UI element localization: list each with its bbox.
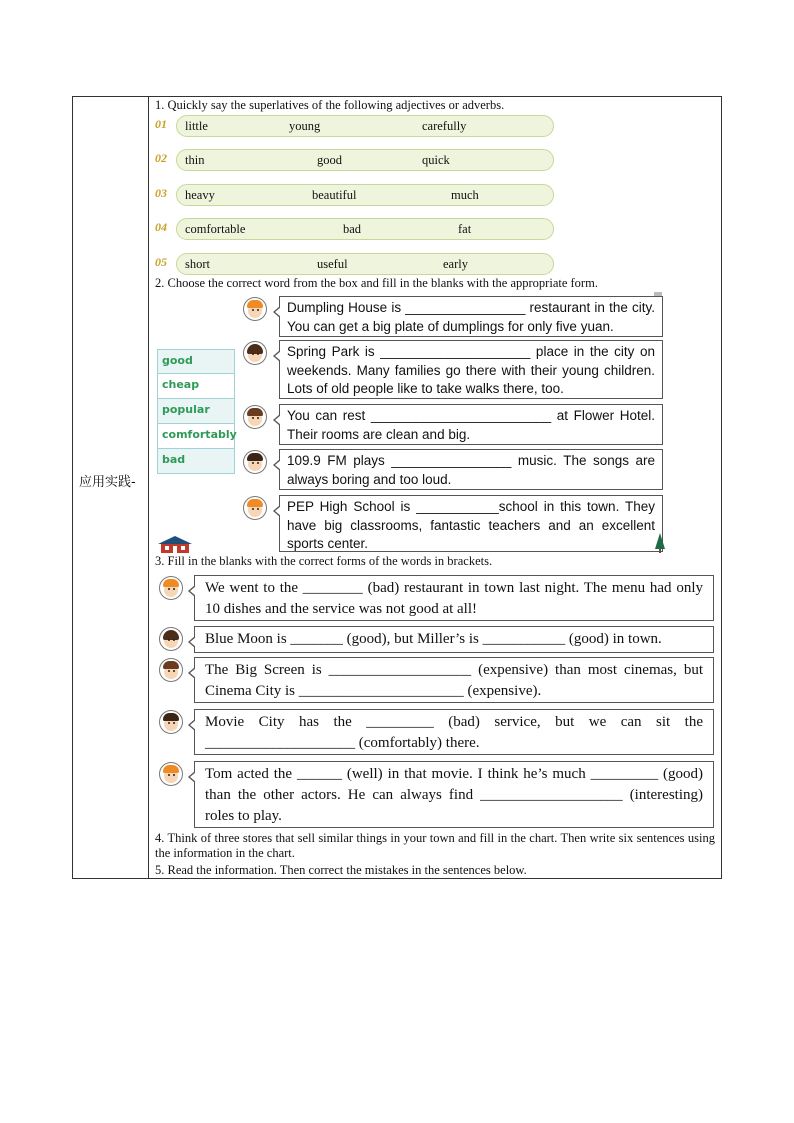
boy-avatar-icon bbox=[243, 496, 267, 520]
tree-icon bbox=[655, 533, 665, 553]
row-number: 02 bbox=[155, 151, 167, 165]
word: early bbox=[443, 257, 468, 271]
boy-avatar-icon bbox=[159, 762, 183, 786]
instruction-5: 5. Read the information. Then correct the mistakes in the sentences below. bbox=[155, 863, 527, 877]
word-pill bbox=[176, 253, 554, 275]
word-pill bbox=[176, 218, 554, 240]
boy-avatar-icon bbox=[243, 450, 267, 474]
girl-avatar-icon bbox=[243, 341, 267, 365]
speech-bubble-2: Spring Park is ____________________ place in the city on weekends. Many families go there with their young children. Lots of old people like to take walks there, too. bbox=[279, 340, 663, 399]
word: young bbox=[289, 119, 321, 133]
exercise-bubble-4: Movie City has the _________ (bad) service, but we can sit the ____________________ (comfortably) there. bbox=[194, 709, 714, 755]
word: carefully bbox=[422, 119, 467, 133]
row-number: 01 bbox=[155, 117, 167, 131]
word-pill bbox=[176, 115, 554, 137]
word-box-item: cheap bbox=[157, 374, 235, 399]
word-pill bbox=[176, 149, 554, 171]
instruction-3: 3. Fill in the blanks with the correct forms of the words in brackets. bbox=[155, 554, 493, 568]
instruction-4: 4. Think of three stores that sell similar things in your town and fill in the chart. Then write six sentences using the information in the chart. bbox=[155, 831, 715, 860]
word: little bbox=[185, 119, 208, 133]
speech-bubble-4: 109.9 FM plays ________________ music. The songs are always boring and too loud. bbox=[279, 449, 663, 490]
word: heavy bbox=[185, 188, 215, 202]
exercise-bubble-2: Blue Moon is _______ (good), but Miller’s is ___________ (good) in town. bbox=[194, 626, 714, 653]
instruction-1: 1. Quickly say the superlatives of the following adjectives or adverbs. bbox=[155, 98, 505, 112]
word: useful bbox=[317, 257, 348, 271]
girl-avatar-icon bbox=[159, 627, 183, 651]
word: thin bbox=[185, 153, 205, 167]
speech-bubble-5: PEP High School is ___________school in this town. They have big classrooms, fantastic teachers and an excellent sports center. bbox=[279, 495, 663, 552]
superlative-row-2 bbox=[155, 149, 555, 171]
boy-avatar-icon bbox=[159, 710, 183, 734]
exercise-bubble-5: Tom acted the ______ (well) in that movie. I think he’s much _________ (good) than the other actors. He can always find ___________________ (interesting) roles to play. bbox=[194, 761, 714, 828]
exercise-bubble-1: We went to the ________ (bad) restaurant in town last night. The menu had only 10 dishes and the service was not good at all! bbox=[194, 575, 714, 621]
superlative-row-5 bbox=[155, 253, 555, 275]
row-number: 05 bbox=[155, 255, 167, 269]
word-box bbox=[157, 349, 235, 474]
label-cell bbox=[73, 97, 149, 878]
word: beautiful bbox=[312, 188, 357, 202]
word-box-item: comfortably bbox=[157, 424, 235, 449]
superlative-row-4 bbox=[155, 218, 555, 240]
girl-avatar-icon bbox=[243, 405, 267, 429]
word-box-item: good bbox=[157, 349, 235, 374]
house-icon bbox=[156, 535, 194, 553]
instruction-2: 2. Choose the correct word from the box and fill in the blanks with the appropriate form. bbox=[155, 276, 598, 290]
word: bad bbox=[343, 222, 362, 236]
superlative-row-3 bbox=[155, 184, 555, 206]
word: comfortable bbox=[185, 222, 246, 236]
exercise-bubble-3: The Big Screen is ___________________ (expensive) than most cinemas, but Cinema City is ______________________ (expensive). bbox=[194, 657, 714, 703]
superlative-row-1 bbox=[155, 115, 555, 137]
boy-avatar-icon bbox=[243, 297, 267, 321]
speech-bubble-1: Dumpling House is ________________ restaurant in the city. You can get a big plate of dumplings for only five yuan. bbox=[279, 296, 663, 337]
row-number: 04 bbox=[155, 220, 167, 234]
boy-avatar-icon bbox=[159, 576, 183, 600]
row-number: 03 bbox=[155, 186, 167, 200]
word-box-item: popular bbox=[157, 399, 235, 424]
word-pill bbox=[176, 184, 554, 206]
side-label: 应用实践- bbox=[79, 475, 136, 490]
word-box-item: bad bbox=[157, 449, 235, 474]
word: good bbox=[317, 153, 342, 167]
word: quick bbox=[422, 153, 450, 167]
girl-avatar-icon bbox=[159, 658, 183, 682]
word: fat bbox=[458, 222, 472, 236]
word: short bbox=[185, 257, 210, 271]
word: much bbox=[451, 188, 479, 202]
speech-bubble-3: You can rest ________________________ at Flower Hotel. Their rooms are clean and big. bbox=[279, 404, 663, 445]
